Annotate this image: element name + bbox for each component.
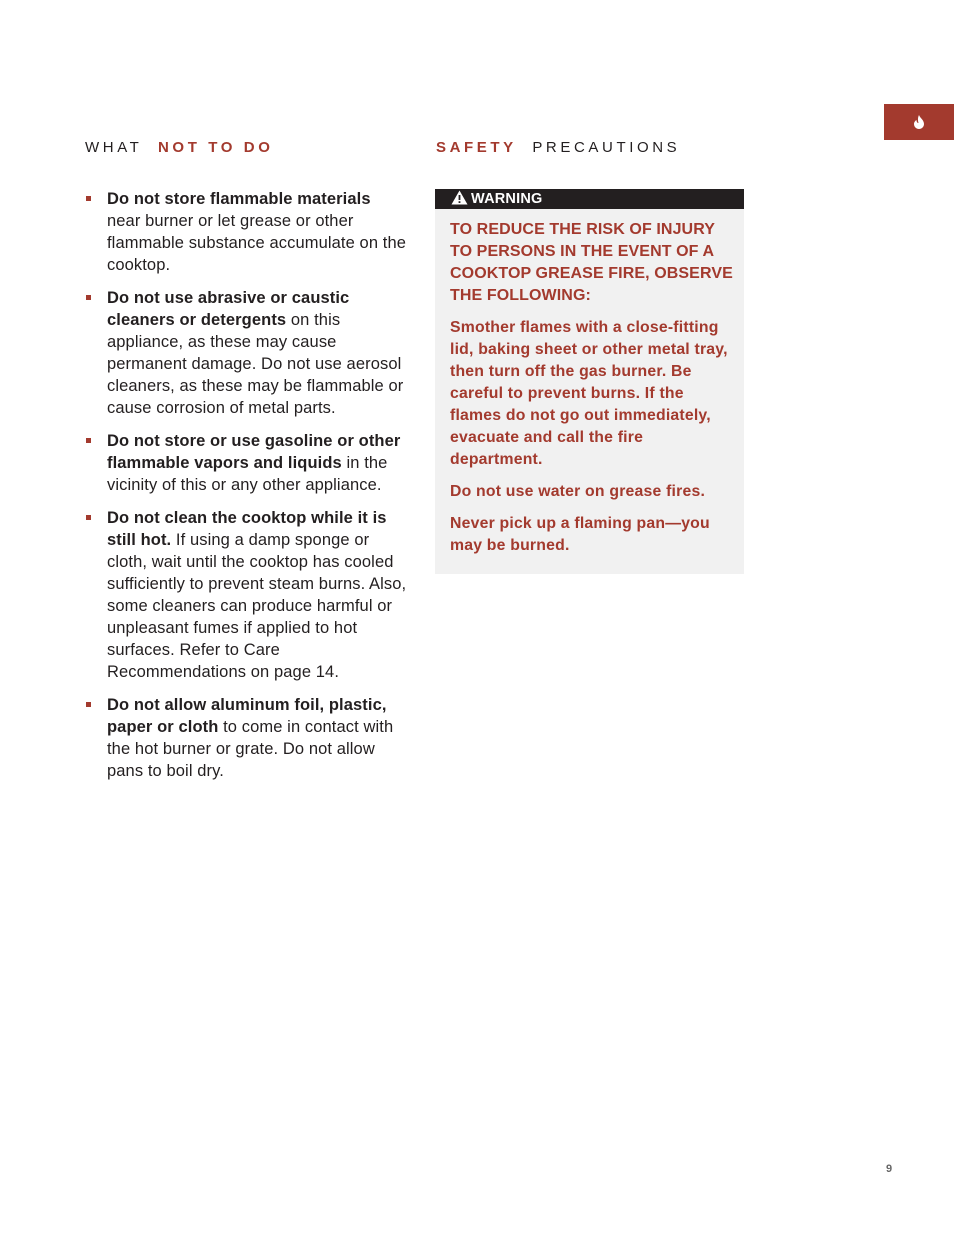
warning-body: [435, 209, 744, 557]
item-bold: Do not allow aluminum foil, plastic, paper or cloth: [107, 696, 387, 736]
safety-precautions-heading: [436, 139, 680, 156]
bullet-square-icon: [86, 196, 91, 201]
heading-accent: NOT TO DO: [158, 139, 274, 156]
warning-paragraph: Do not use water on grease fires.: [450, 483, 706, 500]
item-bold: Do not store flammable materials: [107, 190, 371, 208]
warning-label: WARNING: [471, 191, 543, 207]
not-to-do-list: [85, 188, 407, 793]
bullet-square-icon: [86, 515, 91, 520]
warning-paragraph: Never pick up a flaming pan—you may be burned.: [450, 515, 710, 554]
list-item: [85, 507, 407, 683]
item-bold: Do not store or use gasoline or other flammable vapors and liquids: [107, 432, 401, 472]
bullet-square-icon: [86, 438, 91, 443]
item-text: near burner or let grease or other flammable substance accumulate on the cooktop.: [107, 212, 407, 274]
heading-plain: PRECAUTIONS: [532, 139, 681, 156]
warning-paragraph: TO REDUCE THE RISK OF INJURY TO PERSONS IN THE EVENT OF A COOKTOP GREASE FIRE, OBSERVE THE FOLLOWING:: [450, 221, 733, 304]
item-text: If using a damp sponge or cloth, wait until the cooktop has cooled sufficiently to prevent steam burns. Also, some cleaners can produce harmful or unpleasant fumes if applied to hot surfaces. Refer to Care Recommendations on page 14.: [107, 531, 407, 681]
flame-icon: [913, 115, 925, 129]
bullet-square-icon: [86, 702, 91, 707]
section-tab: [884, 104, 954, 140]
heading-plain: WHAT: [85, 139, 143, 156]
item-bold: Do not clean the cooktop while it is still hot.: [107, 509, 387, 549]
page-number: 9: [886, 1163, 893, 1175]
warning-header: [435, 189, 744, 209]
item-bold: Do not use abrasive or caustic cleaners or detergents: [107, 289, 350, 329]
bullet-square-icon: [86, 295, 91, 300]
item-text: on this appliance, as these may cause permanent damage. Do not use aerosol cleaners, as these may be flammable or cause corrosion of metal parts.: [107, 311, 404, 417]
warning-paragraph: Smother flames with a close-fitting lid, baking sheet or other metal tray, then turn off the gas burner. Be careful to prevent burns. If the flames do not go out immediately, evacuate and call the fire department.: [450, 319, 728, 468]
item-text: to come in contact with the hot burner or grate. Do not allow pans to boil dry.: [107, 718, 394, 780]
heading-accent: SAFETY: [436, 139, 517, 156]
list-item: [85, 694, 407, 782]
warning-triangle-icon: [451, 190, 471, 209]
list-item: [85, 188, 407, 276]
list-item: [85, 430, 407, 496]
what-not-to-do-heading: [85, 139, 273, 156]
list-item: [85, 287, 407, 419]
item-text: in the vicinity of this or any other appliance.: [107, 454, 388, 494]
warning-box: [435, 189, 744, 574]
